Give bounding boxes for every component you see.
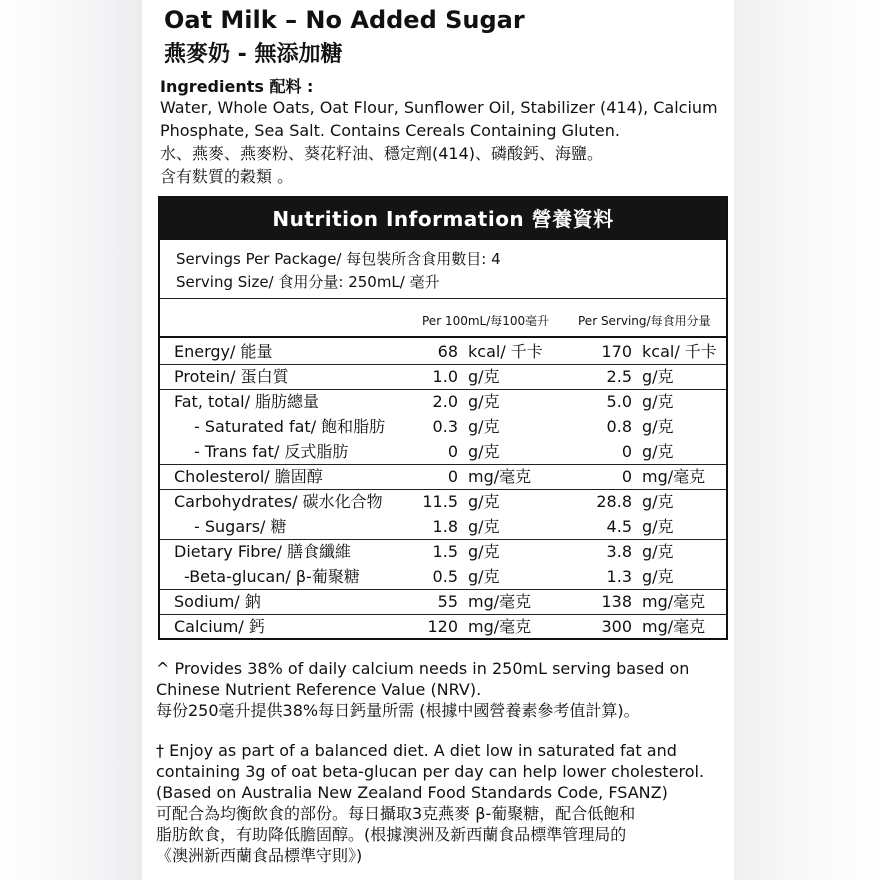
unit-per-serving: g/克 — [642, 392, 674, 411]
product-title-chinese: 燕麥奶 - 無添加糖 — [164, 42, 343, 67]
value-per-100ml: 0 — [447, 467, 458, 486]
value-per-100ml: 2.0 — [432, 392, 458, 411]
value-per-serving: 5.0 — [606, 392, 632, 411]
footnote-line: 脂肪飲食，有助降低膽固醇。(根據澳洲及新西蘭食品標準管理局的 — [156, 825, 627, 844]
unit-per-100ml: mg/毫克 — [468, 467, 532, 486]
product-title: Oat Milk – No Added Sugar — [164, 6, 525, 34]
value-per-serving: 300 — [601, 617, 632, 636]
nutrient-label: Calcium/ 鈣 — [174, 617, 265, 636]
unit-per-serving: mg/毫克 — [642, 592, 706, 611]
nutrient-label: Energy/ 能量 — [174, 342, 273, 361]
value-per-100ml: 0.5 — [432, 567, 458, 586]
ingredients-text — [160, 96, 730, 188]
nutrient-row-trans-fat — [160, 439, 726, 464]
value-per-serving: 138 — [601, 592, 632, 611]
unit-per-serving: g/克 — [642, 417, 674, 436]
nutrient-row-carbohydrates — [160, 489, 726, 514]
nutrient-label: -Beta-glucan/ β-葡聚糖 — [184, 567, 360, 586]
ingredients-line: Phosphate, Sea Salt. Contains Cereals Containing Gluten. — [160, 121, 620, 140]
nutrient-row-saturated-fat — [160, 414, 726, 439]
unit-per-serving: g/克 — [642, 542, 674, 561]
nutrition-table — [158, 196, 728, 640]
nutrient-row-calcium — [160, 614, 726, 639]
nutrient-label: - Saturated fat/ 飽和脂肪 — [194, 417, 386, 436]
unit-per-100ml: g/克 — [468, 492, 500, 511]
value-per-100ml: 1.8 — [432, 517, 458, 536]
unit-per-100ml: g/克 — [468, 567, 500, 586]
serving-size: Serving Size/ 食用分量: 250mL/ 毫升 — [176, 273, 440, 291]
footnote-line: Chinese Nutrient Reference Value (NRV). — [156, 680, 482, 699]
unit-per-100ml: g/克 — [468, 542, 500, 561]
unit-per-100ml: g/克 — [468, 442, 500, 461]
footnote-line: 每份250毫升提供38%每日鈣量所需 (根據中國營養素參考值計算)。 — [156, 701, 640, 720]
column-header-per-serving: Per Serving/每食用分量 — [578, 314, 711, 328]
unit-per-100ml: g/克 — [468, 517, 500, 536]
unit-per-serving: g/克 — [642, 367, 674, 386]
nutrient-label: Fat, total/ 脂肪總量 — [174, 392, 320, 411]
nutrient-row-protein — [160, 364, 726, 389]
nutrient-label: - Trans fat/ 反式脂肪 — [194, 442, 349, 461]
table-divider — [160, 336, 726, 338]
value-per-100ml: 0.3 — [432, 417, 458, 436]
footnote-line: (Based on Australia New Zealand Food Standards Code, FSANZ) — [156, 783, 668, 802]
nutrient-label: Cholesterol/ 膽固醇 — [174, 467, 323, 486]
value-per-100ml: 1.0 — [432, 367, 458, 386]
nutrient-row-energy — [160, 339, 726, 364]
unit-per-100ml: mg/毫克 — [468, 617, 532, 636]
unit-per-serving: g/克 — [642, 492, 674, 511]
footnote-line: ^ Provides 38% of daily calcium needs in 250mL serving based on — [156, 659, 690, 678]
package-edge-left — [0, 0, 142, 880]
value-per-100ml: 0 — [447, 442, 458, 461]
nutrient-row-sugars — [160, 514, 726, 539]
unit-per-serving: mg/毫克 — [642, 467, 706, 486]
nutrient-row-beta-glucan — [160, 564, 726, 589]
value-per-serving: 3.8 — [606, 542, 632, 561]
nutrient-label: Dietary Fibre/ 膳食纖維 — [174, 542, 352, 561]
nutrient-row-dietary-fibre — [160, 539, 726, 564]
nutrient-row-cholesterol — [160, 464, 726, 489]
column-header-per-100ml: Per 100mL/每100毫升 — [422, 314, 550, 328]
nutrient-label: Protein/ 蛋白質 — [174, 367, 289, 386]
table-divider — [160, 298, 726, 299]
unit-per-100ml: g/克 — [468, 417, 500, 436]
ingredients-line: 水、燕麥、燕麥粉、葵花籽油、穩定劑(414)、磷酸鈣、海鹽。 — [160, 144, 604, 163]
ingredients-line: Water, Whole Oats, Oat Flour, Sunflower Oil, Stabilizer (414), Calcium — [160, 98, 718, 117]
unit-per-serving: g/克 — [642, 517, 674, 536]
beta-glucan-footnote — [156, 740, 736, 866]
ingredients-line: 含有麩質的穀類 。 — [160, 167, 294, 186]
package-edge-right — [734, 0, 880, 880]
footnote-line: 可配合為均衡飲食的部份。每日攝取3克燕麥 β-葡聚糖，配合低飽和 — [156, 804, 636, 823]
value-per-100ml: 55 — [437, 592, 458, 611]
value-per-100ml: 11.5 — [422, 492, 458, 511]
unit-per-100ml: kcal/ 千卡 — [468, 342, 543, 361]
value-per-serving: 1.3 — [606, 567, 632, 586]
unit-per-100ml: g/克 — [468, 392, 500, 411]
nutrient-row-fat-total — [160, 389, 726, 414]
unit-per-serving: g/克 — [642, 442, 674, 461]
footnote-line: containing 3g of oat beta-glucan per day can help lower cholesterol. — [156, 762, 705, 781]
servings-per-package: Servings Per Package/ 每包裝所含食用數目: 4 — [176, 250, 501, 268]
nutrition-header: Nutrition Information 營養資料 — [160, 198, 726, 240]
value-per-serving: 0 — [621, 442, 632, 461]
unit-per-serving: g/克 — [642, 567, 674, 586]
ingredients-heading: Ingredients 配料 : — [160, 77, 314, 96]
value-per-100ml: 68 — [437, 342, 458, 361]
value-per-100ml: 1.5 — [432, 542, 458, 561]
value-per-serving: 0 — [621, 467, 632, 486]
unit-per-100ml: g/克 — [468, 367, 500, 386]
value-per-100ml: 120 — [427, 617, 458, 636]
value-per-serving: 4.5 — [606, 517, 632, 536]
footnote-line: 《澳洲新西蘭食品標準守則》) — [156, 846, 363, 865]
unit-per-100ml: mg/毫克 — [468, 592, 532, 611]
footnote-line: † Enjoy as part of a balanced diet. A diet low in saturated fat and — [156, 741, 677, 760]
nutrient-label: - Sugars/ 糖 — [194, 517, 287, 536]
nutrient-row-sodium — [160, 589, 726, 614]
value-per-serving: 28.8 — [596, 492, 632, 511]
nutrient-label: Sodium/ 鈉 — [174, 592, 261, 611]
value-per-serving: 2.5 — [606, 367, 632, 386]
value-per-serving: 0.8 — [606, 417, 632, 436]
unit-per-serving: mg/毫克 — [642, 617, 706, 636]
calcium-footnote — [156, 658, 736, 721]
value-per-serving: 170 — [601, 342, 632, 361]
nutrient-label: Carbohydrates/ 碳水化合物 — [174, 492, 383, 511]
unit-per-serving: kcal/ 千卡 — [642, 342, 717, 361]
